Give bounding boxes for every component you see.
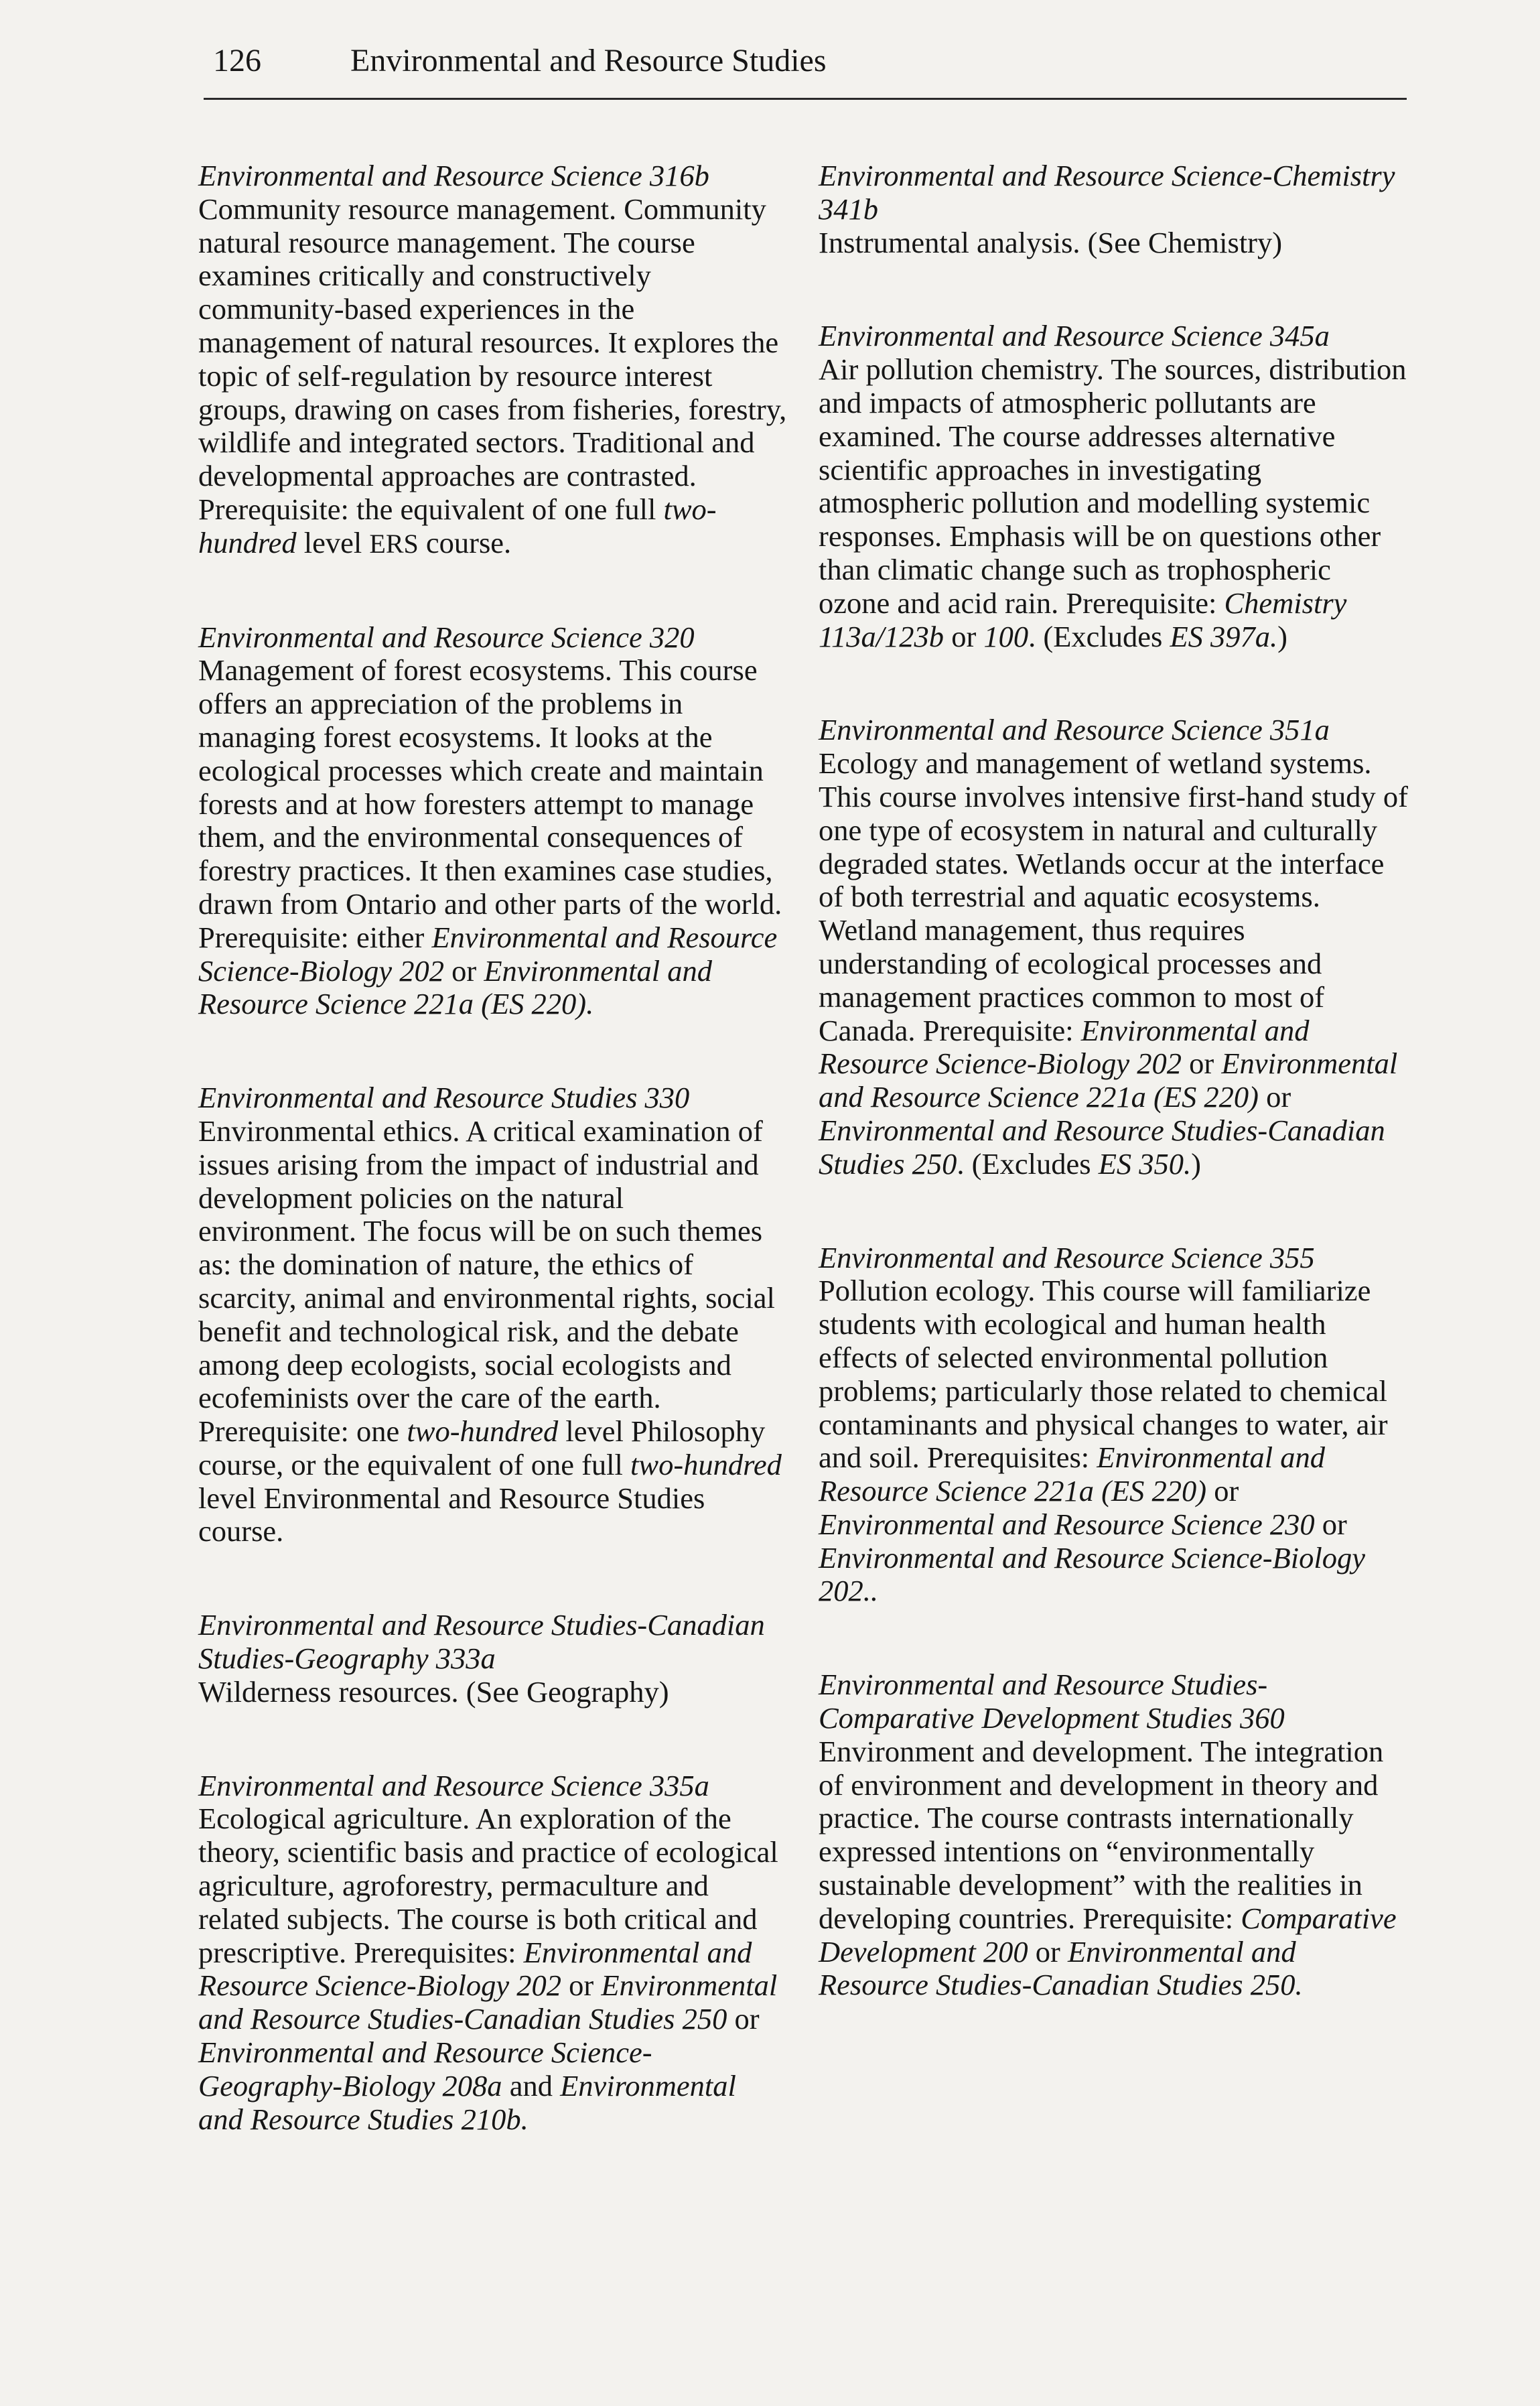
course-entry	[198, 1769, 788, 2137]
course-reference: Environmental and Resource Studies-Canadian Studies 250	[819, 1113, 1385, 1181]
course-description	[819, 353, 1408, 653]
course-reference: Environmental and Resource Science 221a (ES 220)	[819, 1441, 1325, 1508]
right-column	[819, 159, 1408, 2062]
description-text: Instrumental analysis. (See Chemistry)	[819, 225, 1283, 259]
course-reference: Comparative Development 200	[819, 1901, 1397, 1968]
course-title: Environmental and Resource Science 355	[819, 1240, 1315, 1274]
course-description	[819, 226, 1408, 260]
course-title: Environmental and Resource Science 316b	[198, 159, 709, 192]
description-text: or	[443, 953, 484, 988]
course-reference: Environmental and Resource Studies-Canadian Studies 250.	[819, 1934, 1303, 2002]
description-text: or	[1314, 1507, 1347, 1541]
course-title: Environmental and Resource Science 335a	[198, 1768, 709, 1802]
course-reference: Environmental and Resource Science-Geography-Biology 208a	[198, 2035, 652, 2102]
course-title: Environmental and Resource Science 320	[198, 620, 695, 654]
page-number: 126	[213, 42, 261, 78]
description-text: . (Excludes	[957, 1146, 1099, 1181]
description-text: ERS	[369, 528, 419, 559]
running-head: Environmental and Resource Studies	[350, 42, 827, 78]
course-entry	[819, 159, 1408, 259]
course-reference: ES 397a.	[1170, 619, 1278, 653]
course-description	[198, 1802, 788, 2136]
description-text: )	[1277, 619, 1287, 653]
description-text: Management of forest ecosystems. This course offers an appreciation of the problems in managing forest ecosystems. It looks at the ecological processes which create and maintain forests and at how foresters attempt to manage them, and the environmental consequences of forestry practices. It then examines case studies, drawn from Ontario and other parts of the world. Prerequisite: either	[198, 653, 782, 954]
course-reference: Environmental and Resource Science-Biology 202..	[819, 1540, 1365, 1608]
description-text: and	[502, 2068, 561, 2102]
course-reference: Environmental and Resource Science-Biology 202	[819, 1013, 1310, 1081]
description-text: or	[727, 2002, 760, 2036]
course-entry	[198, 621, 788, 1022]
description-text: Community resource management. Community natural resource management. The course examines critically and constructively community-based experiences in the management of natural resources. It explores the topic of self-regulation by resource interest groups, drawing on cases from fisheries, forestry, wildlife and integrated sectors. Traditional and developmental approaches are contrasted. Prerequisite: the equivalent of one full	[198, 192, 787, 526]
description-text: . (Excludes	[1028, 619, 1170, 653]
description-text: or	[1206, 1474, 1239, 1508]
course-description	[198, 654, 788, 1021]
course-description	[198, 1115, 788, 1548]
course-entry	[198, 1081, 788, 1548]
course-title: Environmental and Resource Science 345a	[819, 319, 1330, 353]
course-reference: two-hundred	[630, 1447, 782, 1481]
course-entry	[819, 1668, 1408, 2002]
description-text: or	[944, 619, 984, 653]
description-text: Environmental ethics. A critical examination of issues arising from the impact of industrial and development policies on the natural environment. The focus will be on such themes as: the domination of nature, the ethics of scarcity, animal and environmental rights, social benefit and technological risk, and the debate among deep ecologists, social ecologists and ecofeminists over the care of the earth. Prerequisite: one	[198, 1114, 775, 1449]
header-rule	[204, 98, 1407, 100]
course-entry	[198, 1609, 788, 1709]
course-reference: ES 350.	[1098, 1146, 1192, 1181]
description-text: or	[1258, 1080, 1291, 1114]
course-reference: Environmental and Resource Science 221a (ES 220).	[198, 953, 713, 1021]
description-text: level	[296, 525, 370, 559]
course-title: Environmental and Resource Studies-Comparative Development Studies 360	[819, 1668, 1285, 1735]
course-reference: two-hundred	[198, 492, 717, 559]
description-text: level Philosophy course, or the equivalent of one full	[198, 1414, 766, 1481]
course-title: Environmental and Resource Science-Chemistry 341b	[819, 159, 1395, 226]
course-reference: two-hundred	[407, 1414, 559, 1449]
description-text: or	[1028, 1934, 1068, 1968]
course-entry	[819, 714, 1408, 1181]
description-text: level Environmental and Resource Studies course.	[198, 1481, 705, 1548]
course-reference: Environmental and Resource Science-Biology 202	[198, 920, 778, 988]
course-reference: Environmental and Resource Science-Biology 202	[198, 1935, 752, 2003]
course-entry	[819, 320, 1408, 653]
description-text: Ecological agriculture. An exploration of the theory, scientific basis and practice of ecological agriculture, agroforestry, permaculture and related subjects. The course is both critical and prescriptive. Prerequisites:	[198, 1802, 778, 1969]
description-text: )	[1191, 1146, 1201, 1181]
course-reference: Chemistry 113a/123b	[819, 586, 1347, 653]
course-entry	[819, 1242, 1408, 1609]
left-column	[198, 159, 788, 2196]
course-reference: Environmental and Resource Studies-Canadian Studies 250	[198, 1968, 778, 2036]
description-text: Pollution ecology. This course will familiarize students with ecological and human health effects of selected environmental pollution problems; particularly those related to chemical contaminants and physical changes to water, air and soil. Prerequisites:	[819, 1274, 1388, 1475]
course-description	[819, 747, 1408, 1181]
course-reference: Environmental and Resource Science 230	[819, 1507, 1315, 1541]
course-description	[819, 1274, 1408, 1608]
course-description	[198, 193, 788, 561]
description-text: Air pollution chemistry. The sources, distribution and impacts of atmospheric pollutants are examined. The course addresses alternative scientific approaches in investigating atmospheric pollution and modelling systemic responses. Emphasis will be on questions other than climatic change such as trophospheric ozone and acid rain. Prerequisite:	[819, 352, 1407, 620]
description-text: Ecology and management of wetland systems. This course involves intensive first-hand study of one type of ecosystem in natural and culturally degraded states. Wetlands occur at the interface of both terrestrial and aquatic ecosystems. Wetland management, thus requires understanding of ecological processes and management practices common to most of Canada. Prerequisite:	[819, 746, 1408, 1047]
course-entry	[198, 159, 788, 561]
page-header	[213, 23, 1405, 98]
course-reference: Environmental and Resource Studies 210b.	[198, 2068, 736, 2136]
course-description	[819, 1735, 1408, 2002]
course-reference: 100	[983, 619, 1029, 653]
course-title: Environmental and Resource Studies-Canadian Studies-Geography 333a	[198, 1608, 765, 1676]
description-text: Environment and development. The integration of environment and development in theory and practice. The course contrasts internationally expressed intentions on “environmentally sustainable development” with the realities in developing countries. Prerequisite:	[819, 1734, 1384, 1935]
description-text: or	[1182, 1047, 1222, 1081]
course-reference: Environmental and Resource Science 221a (ES 220)	[819, 1047, 1398, 1114]
course-description	[198, 1676, 788, 1709]
description-text: Wilderness resources. (See Geography)	[198, 1674, 669, 1709]
course-title: Environmental and Resource Studies 330	[198, 1081, 690, 1115]
description-text: course.	[418, 525, 512, 559]
description-text: or	[561, 1968, 602, 2003]
course-title: Environmental and Resource Science 351a	[819, 713, 1330, 747]
